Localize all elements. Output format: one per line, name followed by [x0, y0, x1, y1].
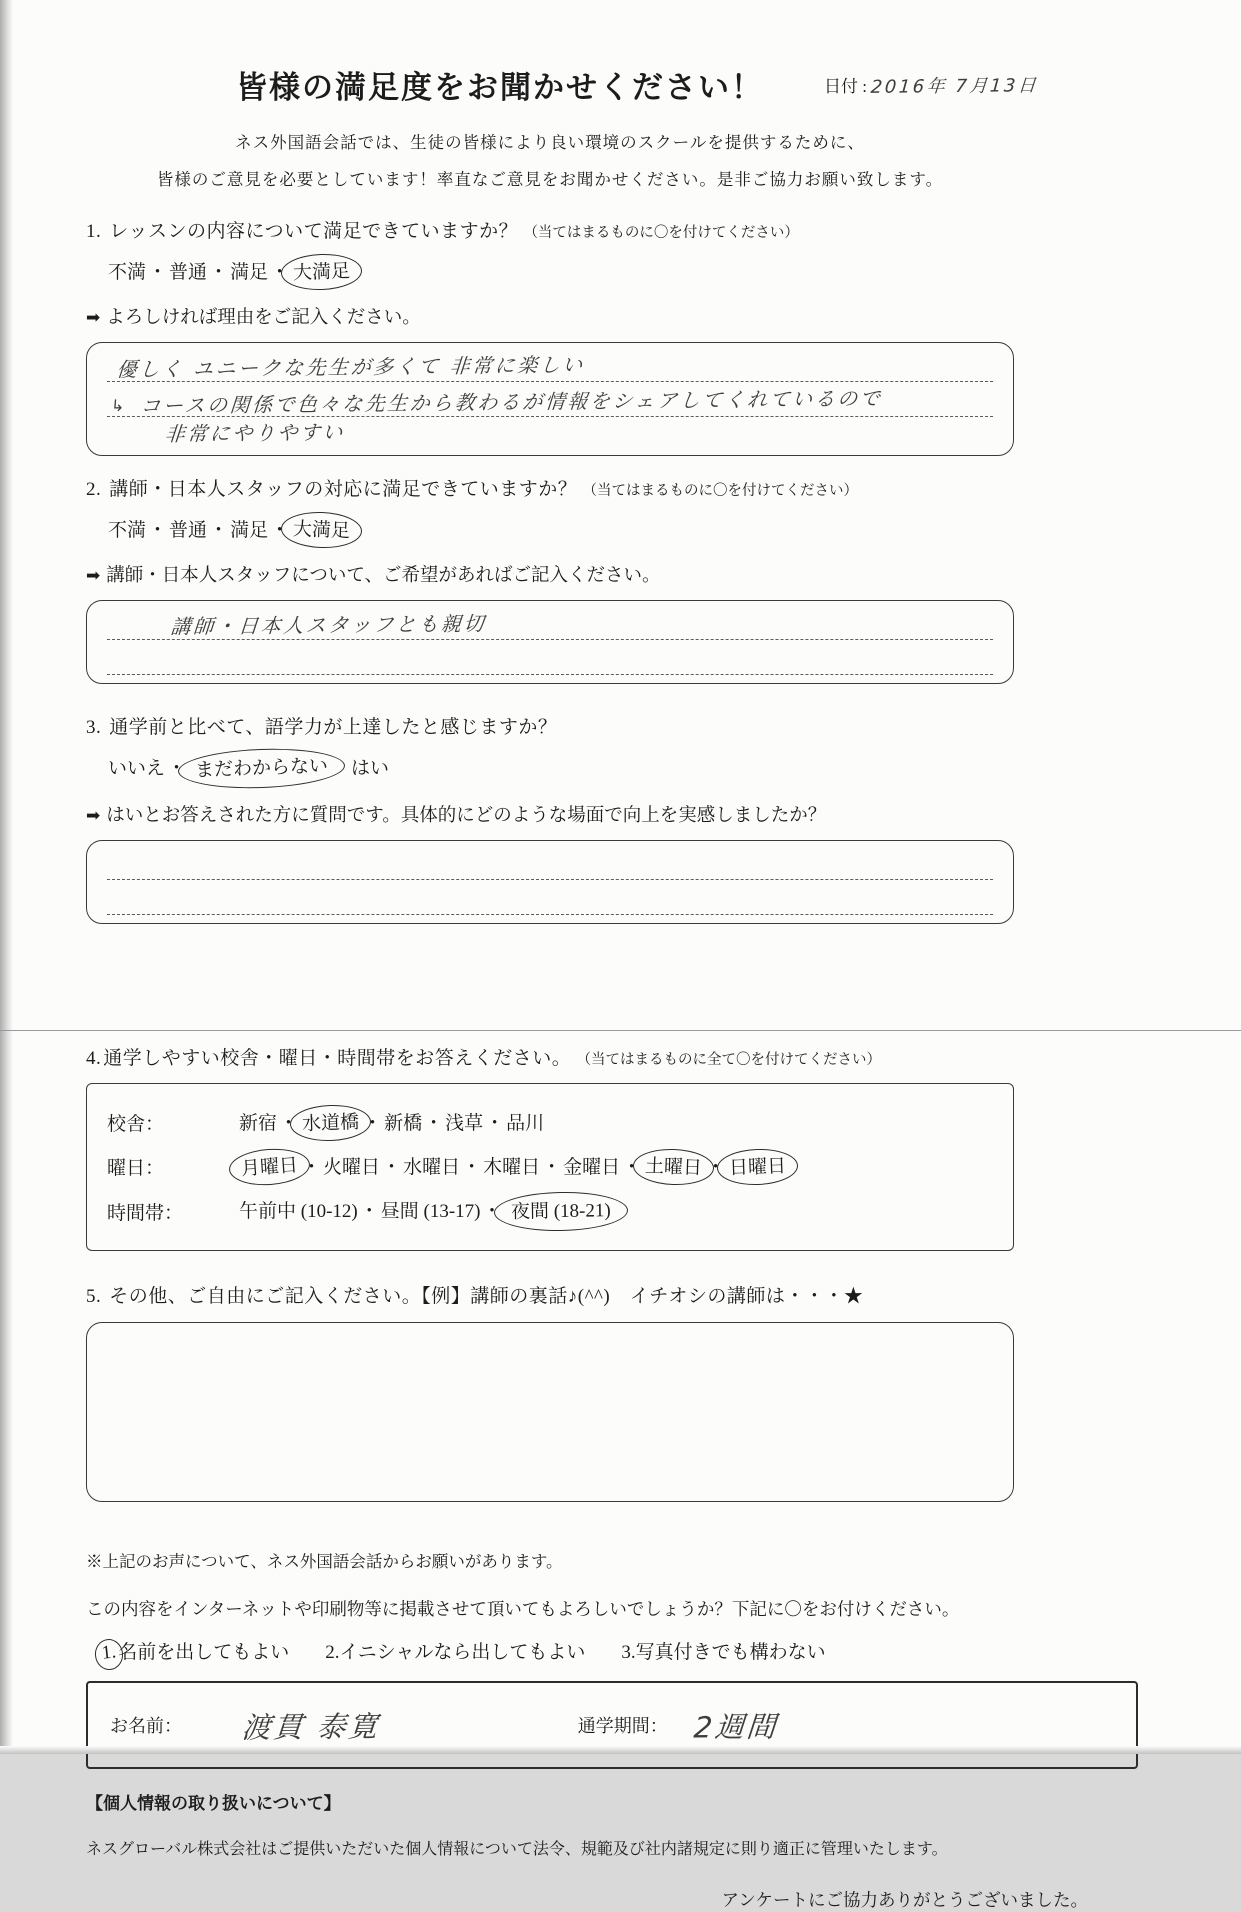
dot-separator: ・: [363, 1113, 383, 1134]
name-label: お名前：: [110, 1716, 182, 1736]
question-5: [86, 1281, 1014, 1308]
q3-answer-box: [86, 840, 1014, 924]
arrow-icon: ➡: [86, 308, 101, 328]
q4-row-day: [107, 1152, 993, 1180]
handwritten-period: 2週間: [692, 1709, 779, 1744]
q3-option-iie: いいえ: [108, 758, 166, 779]
dot-separator: ・: [148, 262, 168, 283]
q4-row-time: [107, 1196, 993, 1226]
q2-option-manzoku: 満足: [230, 520, 269, 541]
dot-separator: ・: [462, 1157, 482, 1178]
q4-selected-circle-sunday: [717, 1148, 799, 1187]
q1-answer-box: [86, 342, 1014, 456]
dot-separator: ・: [270, 520, 290, 541]
q4-option-saturday: 土曜日: [644, 1156, 703, 1179]
q2-option-daimanzoku: 大満足: [292, 519, 351, 542]
dot-separator: ・: [424, 1113, 444, 1134]
q1-number: 1.: [86, 221, 102, 242]
consent-option-2-label: イニシャルなら出してもよい: [339, 1642, 586, 1663]
privacy-heading: 【個人情報の取り扱いについて】: [86, 1794, 341, 1813]
q4-time-label: 時間帯：: [107, 1202, 184, 1224]
q3-options: [108, 753, 1014, 783]
consent-option-3-num: 3.: [621, 1642, 636, 1663]
consent-option-3: [621, 1637, 825, 1665]
q4-school-options: [239, 1108, 544, 1136]
q4-option-thursday: 木曜日: [483, 1157, 541, 1178]
consent-option-1-num: 1.: [100, 1641, 118, 1664]
dot-separator: ・: [279, 1113, 299, 1134]
handwritten-name: 渡貫 泰寛: [240, 1708, 381, 1745]
consent-option-3-label: 写真付きでも構わない: [635, 1642, 826, 1663]
header: [86, 0, 1040, 190]
q4-option-monday: 月曜日: [240, 1155, 299, 1180]
q2-selected-circle: [280, 511, 362, 550]
q4-option-shinjuku: 新宿: [239, 1113, 278, 1134]
q3-selected-circle: [177, 746, 345, 791]
consent-note: ※上記のお声について、ネス外国語会話からお願いがあります。: [86, 1552, 563, 1571]
q4-option-shinagawa: 品川: [506, 1113, 545, 1134]
consent-options: [100, 1637, 1014, 1665]
consent-option-2: [325, 1637, 585, 1665]
q4-school-label: 校舎：: [107, 1113, 165, 1135]
q4-option-daytime: 昼間 (13-17): [380, 1201, 481, 1222]
question-4: [86, 1043, 1014, 1070]
q1-followup: [86, 303, 1014, 329]
q4-option-shinbashi: 新橋: [384, 1113, 423, 1134]
q2-answer-line-1: [107, 605, 993, 640]
date-handwritten-value: 2016年 7月13日: [870, 75, 1040, 98]
arrow-icon: ➡: [86, 566, 101, 586]
q1-answer-line-1: [107, 347, 993, 382]
date-label: 日付 :: [824, 77, 867, 96]
name-box: [86, 1681, 1138, 1769]
thanks-text: アンケートにご協力ありがとうございました。: [721, 1890, 1088, 1910]
date-field: [824, 72, 1039, 98]
q4-option-evening: 夜間 (18-21): [510, 1200, 611, 1223]
dot-separator: ・: [167, 758, 187, 779]
q1-answer-line-2: [107, 382, 993, 417]
period-label: 通学期間：: [577, 1716, 668, 1736]
consent-option-1-label: 名前を出してもよい: [118, 1642, 290, 1663]
q3-answer-line-2: [107, 880, 993, 915]
page-title: 皆様の満足度をお聞かせください！: [236, 70, 764, 105]
q1-option-fuman: 不満: [108, 262, 147, 283]
q5-number: 5.: [86, 1286, 102, 1307]
scan-edge-bottom: [0, 1746, 1241, 1754]
consent-question: この内容をインターネットや印刷物等に掲載させて頂いてもよろしいでしょうか？下記に〇をお付けください。: [86, 1599, 960, 1619]
q4-number: 4.: [86, 1048, 102, 1069]
q4-text: 通学しやすい校舎・曜日・時間帯をお答えください。: [103, 1048, 572, 1069]
arrow-icon: ➡: [86, 806, 101, 826]
question-1: [86, 216, 1014, 243]
q2-hint: （当てはまるものに〇を付けてください）: [582, 483, 859, 499]
q1-followup-text: よろしければ理由をご記入ください。: [106, 308, 421, 328]
q3-followup-text: はいとお答えされた方に質問です。具体的にどのような場面で向上を実感しましたか？: [106, 806, 827, 826]
q1-hint: （当てはまるものに〇を付けてください）: [523, 225, 799, 241]
q5-answer-box: [86, 1322, 1014, 1502]
q3-option-hai: はい: [351, 758, 390, 779]
q1-options: [108, 257, 1014, 285]
q1-option-manzoku: 満足: [230, 262, 269, 283]
q1-option-futsuu: 普通: [169, 262, 208, 283]
q4-grid-box: [86, 1083, 1014, 1251]
q4-hint: （当てはまるものに全て〇を付けてください）: [576, 1052, 882, 1068]
q4-selected-circle-suidobashi: [289, 1104, 371, 1143]
q2-answer-box: [86, 600, 1014, 684]
dot-separator: ・: [148, 520, 168, 541]
q1-answer-line-3: [107, 417, 993, 447]
consent-option-1: [100, 1637, 289, 1665]
dot-separator: ・: [270, 262, 290, 283]
q4-option-tuesday: 火曜日: [323, 1157, 381, 1178]
q4-option-friday: 金曜日: [563, 1157, 621, 1178]
page-fold-line: [0, 1030, 1241, 1031]
dot-separator: ・: [482, 1201, 502, 1222]
privacy-text: ネスグローバル株式会社はご提供いただいた個人情報について法令、規範及び社内諸規定に則り適正に管理いたします。: [86, 1841, 948, 1858]
q2-text: 講師・日本人スタッフの対応に満足できていますか？: [109, 479, 578, 500]
q5-text: その他、ご自由にご記入ください。: [109, 1286, 422, 1307]
question-2: [86, 474, 1014, 501]
q2-followup: [86, 561, 1014, 587]
q4-time-options: [239, 1196, 617, 1226]
q4-day-label: 曜日：: [107, 1157, 165, 1179]
handwritten-scribble: ↳: [110, 395, 128, 416]
dot-separator: ・: [209, 520, 229, 541]
q4-row-school: [107, 1108, 993, 1136]
form-content: [86, 0, 1088, 1912]
q3-number: 3.: [86, 717, 102, 738]
q3-option-madawakaranai: まだわからない: [194, 755, 329, 782]
dot-separator: ・: [542, 1157, 562, 1178]
q4-selected-circle-saturday: [633, 1148, 715, 1187]
q1-selected-circle: [280, 253, 362, 292]
q2-number: 2.: [86, 479, 102, 500]
q4-selected-circle-evening: [493, 1191, 627, 1232]
q3-followup: [86, 801, 1014, 827]
dot-separator: ・: [302, 1157, 322, 1178]
dot-separator: ・: [622, 1157, 642, 1178]
handwritten-answer: 非常にやりやすい: [163, 420, 346, 446]
q4-option-asakusa: 浅草: [445, 1113, 484, 1134]
q2-answer-line-2: [107, 640, 993, 675]
dot-separator: ・: [706, 1157, 726, 1178]
q3-answer-line-1: [107, 845, 993, 880]
q2-followup-text: 講師・日本人スタッフについて、ご希望があればご記入ください。: [106, 566, 661, 586]
q4-option-wednesday: 水曜日: [403, 1157, 461, 1178]
handwritten-answer: 優しく ユニークな先生が多くて 非常に楽しい: [115, 352, 586, 382]
q2-options: [108, 515, 1014, 543]
q1-option-daimanzoku: 大満足: [292, 261, 351, 284]
q3-text: 通学前と比べて、語学力が上達したと感じますか？: [109, 717, 558, 738]
dot-separator: ・: [382, 1157, 402, 1178]
consent-option-2-num: 2.: [325, 1642, 340, 1663]
handwritten-answer: コースの関係で色々な先生から教わるが情報をシェアしてくれているので: [139, 386, 884, 418]
scan-edge: [0, 0, 13, 1754]
q2-option-fuman: 不満: [108, 520, 147, 541]
q1-text: レッスンの内容について満足できていますか？: [109, 221, 519, 242]
intro-line-2: 皆様のご意見を必要としています！率直なご意見をお聞かせください。是非ご協力お願い致します。: [156, 170, 944, 189]
question-3: [86, 712, 1014, 739]
dot-separator: ・: [359, 1201, 379, 1222]
q2-option-futsuu: 普通: [169, 520, 208, 541]
dot-separator: ・: [485, 1113, 505, 1134]
q4-option-suidobashi: 水道橋: [301, 1112, 360, 1135]
intro-line-1: ネス外国語会話では、生徒の皆様により良い環境のスクールを提供するために、: [235, 133, 865, 152]
q4-day-options: [239, 1152, 788, 1180]
handwritten-answer: 講師・日本人スタッフとも親切: [169, 611, 487, 639]
q4-option-sunday: 日曜日: [728, 1156, 787, 1179]
q4-option-morning: 午前中 (10-12): [239, 1201, 358, 1222]
q5-example: 【例】講師の裏話♪(^^) イチオシの講師は・・・★: [421, 1286, 864, 1307]
dot-separator: ・: [209, 262, 229, 283]
q4-selected-circle-monday: [228, 1146, 311, 1188]
